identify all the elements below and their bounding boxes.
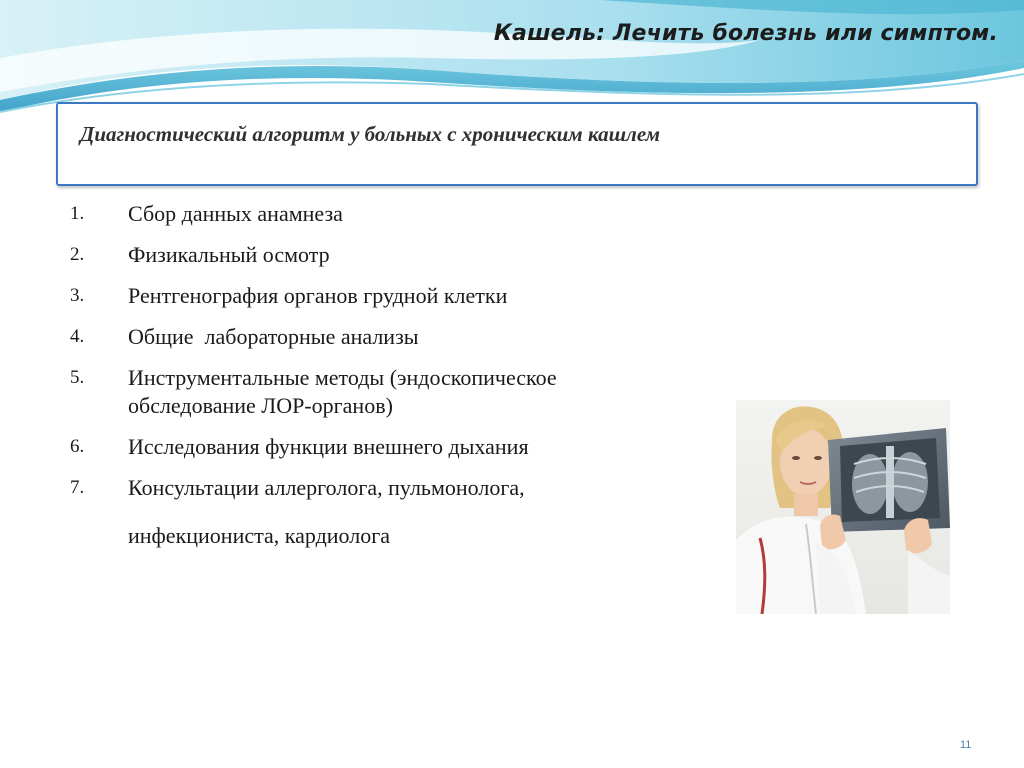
list-item-text: Физикальный осмотр — [128, 242, 330, 267]
list-item — [70, 323, 690, 351]
list-item-text: Исследования функции внешнего дыхания — [128, 434, 529, 459]
list-item-number: 6. — [70, 436, 85, 457]
list-item-number: 5. — [70, 367, 85, 388]
list-item — [70, 364, 688, 420]
list-item — [70, 433, 690, 461]
list-item — [70, 241, 690, 269]
subtitle-box — [56, 102, 978, 186]
list-item-text: Инструментальные методы (эндоскопическое обследование ЛОР-органов) — [128, 365, 557, 418]
list-item-continuation: инфекциониста, кардиолога — [128, 523, 391, 548]
steps-list — [70, 200, 690, 515]
doctor-xray-photo — [736, 400, 950, 614]
list-item-text: Консультации аллерголога, пульмонолога, — [128, 475, 525, 500]
list-item-number: 1. — [70, 203, 85, 224]
subtitle-text: Диагностический алгоритм у больных с хроническим кашлем — [80, 122, 661, 146]
list-item-number: 3. — [70, 285, 85, 306]
list-item — [70, 200, 690, 228]
list-item-number: 7. — [70, 477, 85, 498]
list-item-text: Общие лабораторные анализы — [128, 324, 419, 349]
list-item-number: 4. — [70, 326, 85, 347]
page-number: 11 — [960, 739, 972, 751]
list-item-number: 2. — [70, 244, 85, 265]
list-item-text: Сбор данных анамнеза — [128, 201, 343, 226]
list-item-text: Рентгенография органов грудной клетки — [128, 283, 508, 308]
list-item — [70, 474, 690, 502]
slide-title: Кашель: Лечить болезнь или симптом. — [493, 21, 998, 46]
list-item — [70, 282, 690, 310]
